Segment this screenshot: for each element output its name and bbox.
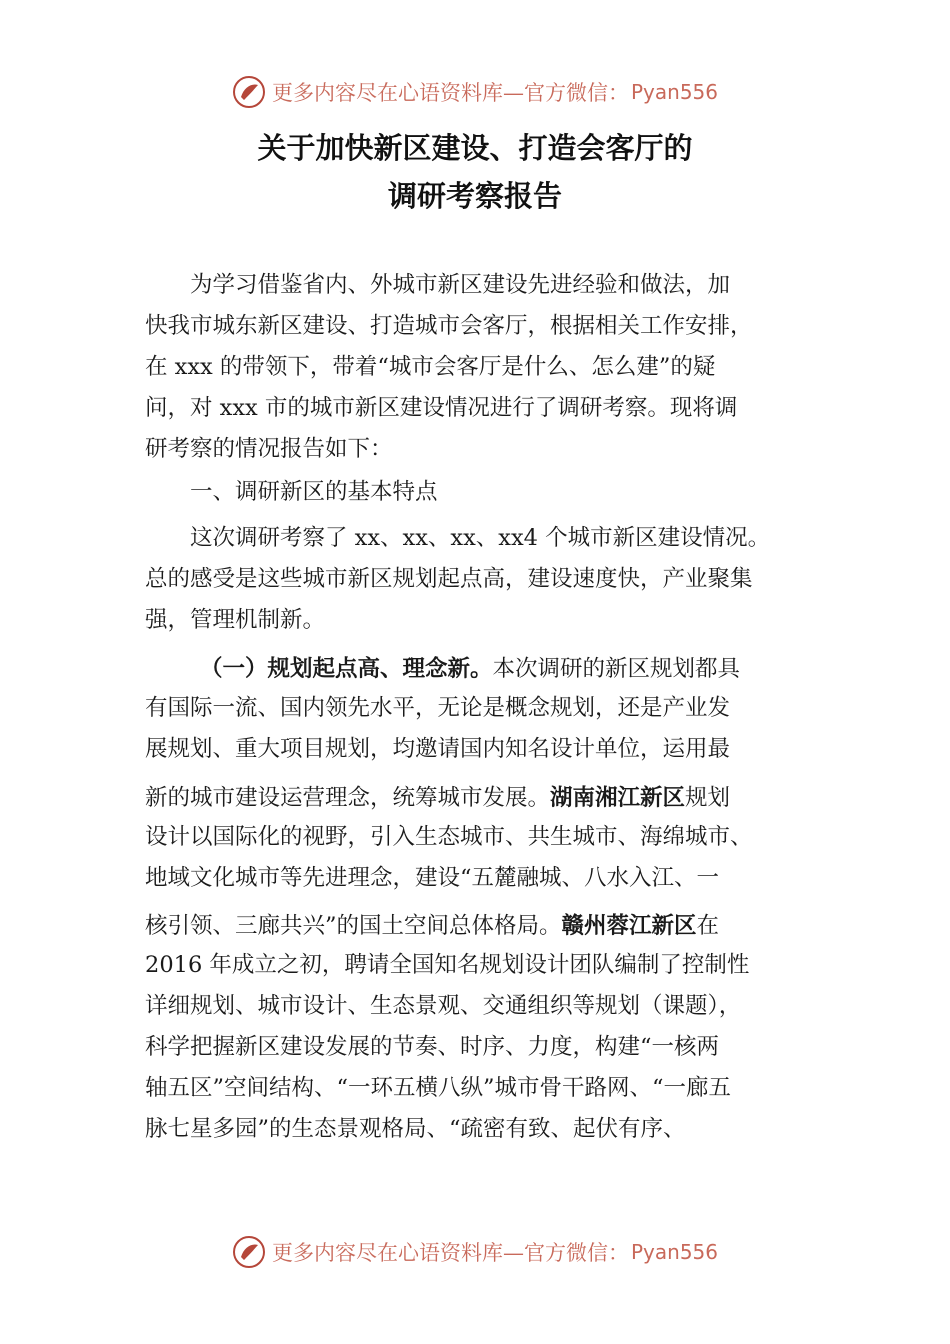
banner-text: 更多内容尽在心语资料库—官方微信：: [271, 1241, 629, 1265]
banner-handle: Pyan556: [630, 80, 718, 104]
header-banner: [0, 72, 950, 112]
text-run: 在: [696, 913, 720, 939]
title-line-1: 关于加快新区建设、打造会客厅的: [257, 131, 693, 165]
body-line: 研考察的情况报告如下：: [145, 436, 393, 462]
logo-icon: [232, 1235, 266, 1269]
body-line: 在 xxx 的带领下，带着“城市会客厅是什么、怎么建”的疑: [145, 354, 716, 380]
subheading-line: [200, 654, 900, 684]
text-run: 新的城市建设运营理念，统筹城市发展。: [145, 785, 551, 811]
body-line: 快我市城东新区建设、打造城市会客厅，根据相关工作安排，: [145, 313, 753, 339]
subheading-bold: （一）规划起点高、理念新。: [200, 656, 493, 682]
body-line: [145, 783, 845, 813]
footer-banner: [0, 1232, 950, 1272]
logo-icon: [232, 75, 266, 109]
body-line: 轴五区”空间结构、“一环五横八纵”城市骨干路网、“一廊五: [145, 1075, 732, 1101]
body-line: 2016 年成立之初，聘请全国知名规划设计团队编制了控制性: [145, 952, 750, 978]
body-line: 设计以国际化的视野，引入生态城市、共生城市、海绵城市、: [145, 824, 753, 850]
body-line: 地域文化城市等先进理念，建设“五麓融城、八水入江、一: [145, 865, 720, 891]
subheading-rest: 本次调研的新区规划都具: [492, 656, 741, 682]
body-line: 总的感受是这些城市新区规划起点高，建设速度快，产业聚集: [145, 566, 753, 592]
body-line: 脉七星多园”的生态景观格局、“疏密有致、起伏有序、: [145, 1116, 686, 1142]
highlight-rongjiang: 赣州蓉江新区: [561, 913, 697, 939]
body-line: 这次调研考察了 xx、xx、xx、xx4 个城市新区建设情况。: [145, 525, 771, 551]
section-heading: 一、调研新区的基本特点: [145, 479, 438, 505]
text-run: 规划: [685, 785, 731, 811]
banner-text: 更多内容尽在心语资料库—官方微信：: [271, 81, 629, 105]
body-line: 详细规划、城市设计、生态景观、交通组织等规划（课题），: [145, 993, 742, 1019]
body-line: 为学习借鉴省内、外城市新区建设先进经验和做法，加: [145, 272, 731, 298]
body-line: 强，管理机制新。: [145, 607, 326, 633]
body-line: [145, 911, 845, 941]
body-line: 科学把握新区建设发展的节奏、时序、力度，构建“一核两: [145, 1034, 720, 1060]
body-line: 有国际一流、国内领先水平，无论是概念规划，还是产业发: [145, 695, 731, 721]
body-line: 问，对 xxx 市的城市新区建设情况进行了调研考察。现将调: [145, 395, 738, 421]
banner-handle: Pyan556: [630, 1240, 718, 1264]
title-line-2: 调研考察报告: [387, 179, 562, 213]
text-run: 核引领、三廊共兴”的国土空间总体格局。: [145, 913, 562, 939]
highlight-xiangjiang: 湖南湘江新区: [550, 785, 686, 811]
body-line: 展规划、重大项目规划，均邀请国内知名设计单位，运用最: [145, 736, 731, 762]
